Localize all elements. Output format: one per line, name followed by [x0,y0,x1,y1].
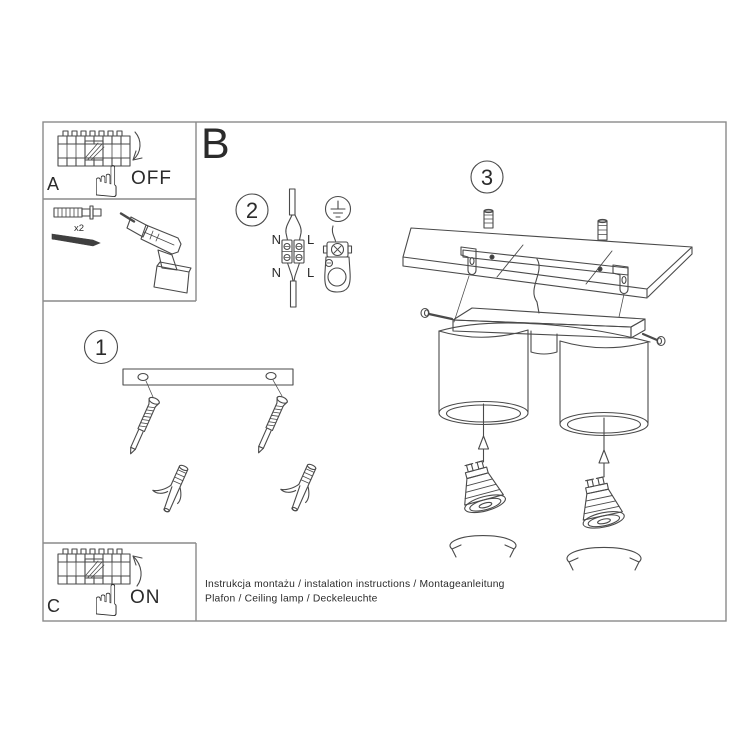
footer-line-1: Instrukcja montażu / instalation instructions / Montageanleitung [205,579,505,590]
drill-icon [121,214,191,294]
power-cable [534,259,539,313]
step-2-badge [236,194,268,226]
step-3 [403,161,692,570]
step-3-number: 3 [480,165,494,190]
mount-screw-left-icon [126,396,161,456]
mounting-bar [123,369,293,385]
panel-a [47,131,172,208]
side-screw-right-icon [643,334,665,346]
arrow-up-icon [133,556,142,586]
off-label: OFF [131,168,172,189]
on-label: ON [130,587,161,608]
cable-bottom [291,281,297,307]
mounting-stud-right-icon [598,219,607,240]
side-screw-left-icon [421,309,452,320]
neutral-bottom-label: N [271,265,281,280]
layout-frame [43,122,726,621]
ceiling-plate [403,228,692,298]
terminal-block [282,240,304,263]
footer-line-2: Plafon / Ceiling lamp / Deckeleuchte [205,593,378,605]
panel-c-label: C [47,596,60,616]
insert-arrow-right-icon [599,418,609,476]
bulb-left-icon [454,458,507,516]
step-1-number: 1 [94,335,108,360]
earth-symbol-icon [326,197,351,222]
pointing-hand-icon: ☝ [93,576,120,627]
panel-a-label: A [47,174,60,194]
footer [205,579,505,605]
anchor-quantity-label: x2 [73,223,85,234]
wiring-diagram [272,189,315,307]
live-top-label: L [307,232,315,247]
bulb-right-icon [574,474,625,531]
leader-lines [146,380,282,397]
live-bottom-label: L [307,265,315,280]
mounting-stud-left-icon [484,209,493,228]
panel-c [47,549,161,627]
mount-screw-right-icon [254,395,289,455]
mounting-bracket [461,247,628,294]
arrow-down-icon [133,132,142,160]
rotate-arrow-right-icon [567,547,641,570]
rotate-arrow-left-icon [450,536,516,557]
cable-top [290,189,296,215]
screw-icon [52,234,100,246]
insert-arrow-left-icon [479,404,489,462]
step-2-number: 2 [245,198,259,223]
step-3-badge [471,161,503,193]
canopy [453,308,645,338]
pointing-hand-icon: ☝ [93,157,120,208]
wall-anchor-right-icon [275,457,321,513]
wall-anchor-left-icon [147,458,193,514]
neutral-top-label: N [271,232,281,247]
step-2 [236,189,352,307]
step-1-badge [85,331,118,364]
shade-rim-curve [439,323,650,342]
step-1 [85,331,322,515]
tools-panel [52,206,191,293]
section-b-label: B [201,120,230,168]
ground-clamp-icon [324,226,352,292]
